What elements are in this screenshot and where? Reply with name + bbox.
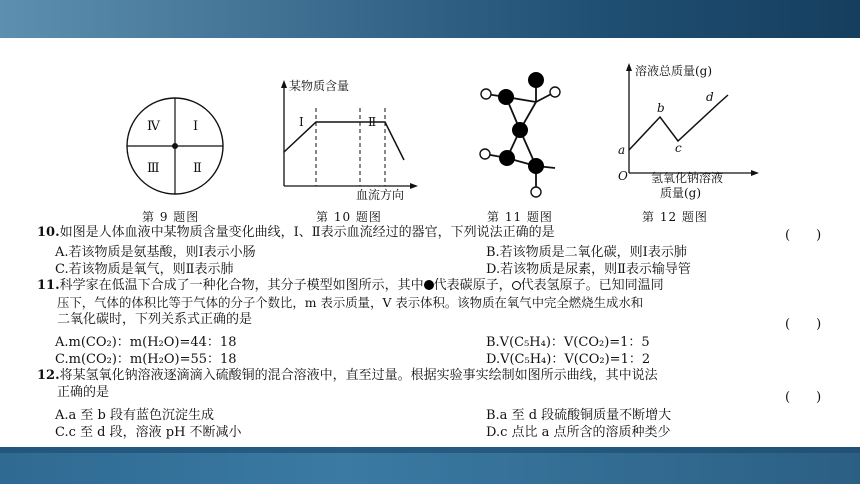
option-c: C.若该物质是氧气，则Ⅱ表示肺 xyxy=(55,262,234,277)
answer-paren: ( ) xyxy=(785,390,822,405)
top-banner xyxy=(0,0,860,38)
figure-9 xyxy=(125,78,225,208)
option-d: D.若该物质是尿素，则Ⅱ表示输导管 xyxy=(486,262,691,277)
axis-label-y: 溶液总质量(g) xyxy=(635,64,713,78)
point-label-b: b xyxy=(657,101,665,115)
question-number: 11. xyxy=(37,278,60,293)
question-11-stem-line3: 二氧化碳时，下列关系式正确的是 xyxy=(57,312,253,327)
option-c: C.c 至 d 段，溶液 pH 不断减小 xyxy=(55,425,242,440)
question-number: 12. xyxy=(37,368,60,383)
option-d: D.c 点比 a 点所含的溶质种类少 xyxy=(486,425,671,440)
question-text: 代表碳原子， xyxy=(433,278,512,293)
axis-label-x-line2: 质量(g) xyxy=(660,186,702,200)
option-b: B.若该物质是二氧化碳，则Ⅰ表示肺 xyxy=(486,245,687,260)
question-11-stem-line1 xyxy=(37,277,664,294)
answer-paren: ( ) xyxy=(785,228,822,243)
question-11-stem-line2: 压下，气体的体积比等于气体的分子个数比，m 表示质量，V 表示体积。该物质在氧气中完全燃烧生成水和 xyxy=(57,295,644,310)
option-c: C.m(CO₂)：m(H₂O)=55：18 xyxy=(55,352,237,367)
question-12-stem-line2: 正确的是 xyxy=(57,385,110,400)
region-label-I: Ⅰ xyxy=(299,115,304,129)
origin-label: O xyxy=(618,169,628,183)
option-a: A.m(CO₂)：m(H₂O)=44：18 xyxy=(55,335,237,350)
figure-11-caption: 第 11 题图 xyxy=(487,210,553,224)
region-label-II: Ⅱ xyxy=(368,115,377,129)
question-text: 将某氢氧化钠溶液逐滴滴入硫酸铜的混合溶液中，直至过量。根据实验事实绘制如图所示曲线，其中说法 xyxy=(59,368,658,383)
option-a: A.a 至 b 段有蓝色沉淀生成 xyxy=(55,408,214,423)
point-label-c: c xyxy=(675,141,682,155)
figure-9-caption: 第 9 题图 xyxy=(142,210,200,224)
hydrogen-atom-icon xyxy=(512,281,521,290)
quadrant-label: Ⅰ xyxy=(193,119,199,134)
answer-paren: ( ) xyxy=(785,317,822,332)
question-12-stem-line1 xyxy=(37,367,658,384)
quadrant-label: Ⅲ xyxy=(147,161,160,176)
bottom-banner xyxy=(0,447,860,484)
figure-12-caption: 第 12 题图 xyxy=(642,210,708,224)
option-b: B.V(C₅H₄)：V(CO₂)=1：5 xyxy=(486,335,650,350)
figure-10-caption: 第 10 题图 xyxy=(316,210,382,224)
carbon-atom-icon xyxy=(424,280,434,290)
axis-label-x-line1: 氢氧化钠溶液 xyxy=(651,171,724,185)
question-text: 代表氢原子。已知同温同 xyxy=(520,278,664,293)
question-text: 如图是人体血液中某物质含量变化曲线，Ⅰ、Ⅱ表示血流经过的器官，下列说法正确的是 xyxy=(59,225,555,240)
figure-11 xyxy=(470,70,580,205)
option-d: D.V(C₅H₄)：V(CO₂)=1：2 xyxy=(486,352,651,367)
question-text: 科学家在低温下合成了一种化合物，其分子模型如图所示，其中 xyxy=(59,278,424,293)
question-number: 10. xyxy=(37,225,60,240)
quadrant-label: Ⅱ xyxy=(193,161,202,176)
figure-10 xyxy=(272,78,432,203)
option-b: B.a 至 d 段硫酸铜质量不断增大 xyxy=(486,408,672,423)
point-label-a: a xyxy=(618,143,626,157)
axis-label-y: 某物质含量 xyxy=(289,79,350,93)
quadrant-label: Ⅳ xyxy=(147,119,160,134)
axis-label-x: 血流方向 xyxy=(356,188,405,202)
point-label-d: d xyxy=(706,90,714,104)
question-10-stem xyxy=(37,224,555,241)
figure-12 xyxy=(615,60,765,205)
option-a: A.若该物质是氨基酸，则Ⅰ表示小肠 xyxy=(55,245,256,260)
